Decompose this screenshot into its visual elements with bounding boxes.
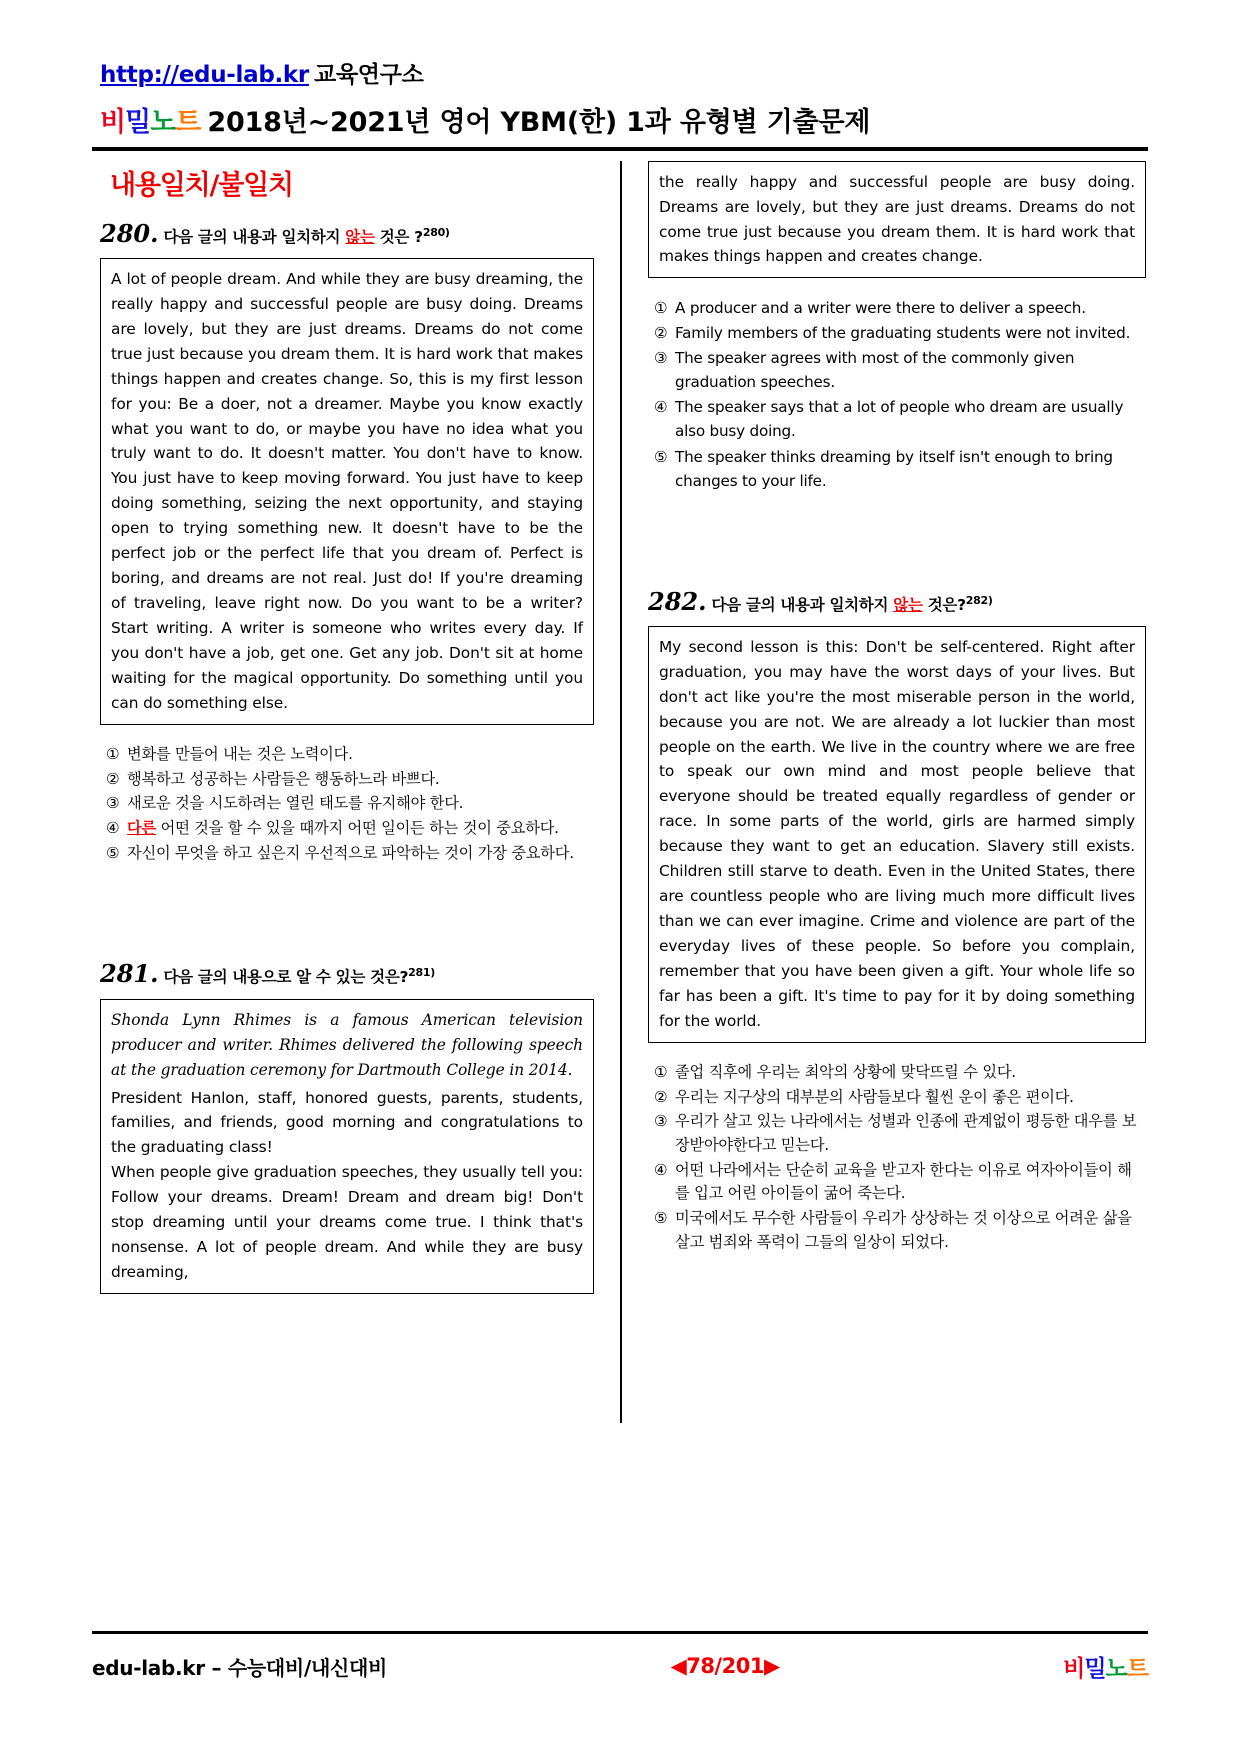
footer-logo-char-1: 비 [1063,1655,1085,1682]
choice-label: 행복하고 성공하는 사람들은 행동하느라 바쁘다. [127,769,440,788]
question-281-footnote: 281) [408,966,435,980]
question-282-choices [654,1061,1146,1255]
passage-body-2: When people give graduation speeches, they usually tell you: Follow your dreams. Dream! Dream and dream big! Don't stop dreaming until your dreams come true. I think that's nonsense. A lot of people dream. And while they are busy dreaming, [111,1163,583,1282]
logo-char-4: 트 [175,106,201,138]
question-280-stem-before: 다음 글의 내용과 일치하지 [163,227,341,246]
question-280-heading [100,218,594,249]
choice-item[interactable] [654,1086,1146,1110]
site-url-link[interactable]: http://edu-lab.kr [100,62,309,88]
question-280-choices [106,743,594,866]
choice-highlight: 다른 [127,819,156,838]
choice-item[interactable] [654,1110,1146,1157]
logo-char-2: 밀 [125,106,151,138]
choice-label [127,817,594,841]
choice-item[interactable] [654,296,1146,320]
choice-marker: ⑤ [654,1209,668,1228]
choice-marker: ⑤ [654,447,668,466]
site-header-line [100,62,1148,90]
choice-item[interactable] [654,445,1146,493]
footer-divider [92,1631,1148,1634]
footer-logo-char-3: 노 [1105,1655,1127,1682]
question-282-stem-after: 것은? [927,595,966,614]
page-indicator[interactable]: ◀78/201▶ [670,1654,780,1678]
choice-marker: ④ [654,1160,668,1179]
question-280-number: 280. [100,218,159,248]
choice-item[interactable] [106,743,594,767]
passage-body-1: President Hanlon, staff, honored guests, parents, students, families, and friends, good morning and congratulations to the graduating class! [111,1088,583,1157]
passage-intro-italic: Shonda Lynn Rhimes is a famous American television producer and writer. Rhimes delivered the following speech at the graduation ceremony for Dartmouth College in 2014. [111,1010,583,1079]
question-280-negation: 않는 [345,227,375,246]
choice-rest: 어떤 것을 할 수 있을 때까지 어떤 일이든 하는 것이 중요하다. [160,819,559,838]
choice-label: 새로운 것을 시도하려는 열린 태도를 유지해야 한다. [127,794,464,813]
choice-marker: ② [106,769,120,788]
logo-char-1: 비 [100,106,126,138]
choice-marker: ③ [654,349,668,368]
choice-label: 우리가 살고 있는 나라에서는 성별과 인종에 관계없이 평등한 대우를 보장받아야한다고 믿는다. [675,1112,1137,1155]
choice-label: The speaker thinks dreaming by itself isn't enough to bring changes to your life. [675,447,1113,490]
footer-brand-logo [1063,1650,1148,1683]
vertical-spacer [648,494,1146,586]
question-281-heading [100,958,594,989]
choice-item[interactable] [106,817,594,841]
choice-label: 자신이 무엇을 하고 싶은지 우선적으로 파악하는 것이 가장 중요하다. [127,843,574,862]
question-281-passage-continued [648,161,1146,279]
question-280-footnote: 280) [422,225,450,239]
question-280-passage [100,258,594,725]
page-footer [92,1642,1148,1690]
logo-char-3: 노 [150,106,176,138]
choice-label: 졸업 직후에 우리는 최악의 상황에 맞닥뜨릴 수 있다. [675,1062,1016,1081]
question-282-footnote: 282) [965,593,993,607]
choice-marker: ① [654,299,668,318]
question-282-passage [648,626,1146,1043]
choice-item[interactable] [106,842,594,866]
choice-marker: ③ [106,794,120,813]
left-column [92,161,620,1423]
choice-marker: ④ [106,819,120,838]
choice-item[interactable] [106,792,594,816]
right-column [620,161,1148,1423]
passage-continuation-text: the really happy and successful people are busy doing. Dreams are lovely, but they are just dreams. Dreams do not come true just because you dream them. It is hard work that makes things happen and creates change. [659,172,1135,266]
question-281-stem: 다음 글의 내용으로 알 수 있는 것은? [163,968,409,987]
choice-marker: ③ [654,1112,668,1131]
header-divider [92,147,1148,151]
two-column-body [92,161,1148,1423]
question-282-heading [648,586,1146,617]
choice-marker: ① [106,744,120,763]
question-282-stem-before: 다음 글의 내용과 일치하지 [711,595,889,614]
vertical-spacer [100,866,594,958]
site-suffix-label: 교육연구소 [313,62,424,88]
question-282-negation: 않는 [893,595,923,614]
choice-label: A producer and a writer were there to deliver a speech. [675,299,1086,318]
choice-item[interactable] [654,395,1146,443]
question-281-choices [654,296,1146,492]
choice-label: Family members of the graduating students were not invited. [675,324,1131,343]
choice-item[interactable] [654,346,1146,394]
choice-marker: ④ [654,398,668,417]
choice-marker: ② [654,1087,668,1106]
choice-label: The speaker agrees with most of the commonly given graduation speeches. [675,349,1075,392]
brand-logo [100,107,200,138]
question-281-passage [100,999,594,1294]
question-281-number: 281. [100,959,159,989]
choice-label: 미국에서도 무수한 사람들이 우리가 상상하는 것 이상으로 어려운 삶을 살고 범죄와 폭력이 그들의 일상이 되었다. [675,1209,1132,1251]
question-282-number: 282. [648,586,707,616]
choice-item[interactable] [654,321,1146,345]
passage-text: A lot of people dream. And while they are busy dreaming, the really happy and successful people are busy doing. Dreams are lovely, but they are just dreams. Dreams do not come true just because you dream them. It is hard work that makes things happen and creates change. So, this is my first lesson for you: Be a doer, not a dreamer. Maybe you know exactly what you want to do, or maybe you have no idea what you truly want to do. It doesn't matter. You don't have to know. You just have to keep moving forward. You just have to keep doing something, seizing the next opportunity, and staying open to trying something new. It doesn't have to be the perfect job or the perfect life that you dream of. Perfect is boring, and dreams are not real. Just do! If you're dreaming of traveling, leave right now. Do you want to be a writer? Start writing. A writer is someone who writes every day. If you don't have a job, get one. Get any job. Don't sit at home waiting for the magical opportunity. Do something until you can do something else. [111,269,583,712]
choice-label: 우리는 지구상의 대부분의 사람들보다 훨씬 운이 좋은 편이다. [675,1087,1074,1106]
choice-marker: ⑤ [106,843,120,862]
choice-item[interactable] [654,1207,1146,1254]
footer-logo-char-4: 트 [1126,1655,1148,1682]
footer-logo-char-2: 밀 [1084,1655,1106,1682]
choice-item[interactable] [654,1159,1146,1206]
choice-label: 변화를 만들어 내는 것은 노력이다. [127,744,353,763]
document-title [100,100,1148,139]
question-280-stem-after: 것은 ? [379,227,423,246]
passage-text: My second lesson is this: Don't be self-centered. Right after graduation, you may have the worst days of your lives. But don't act like you're the most miserable person in the world, because you are not. We are already a lot luckier than most people on the earth. We live in the country where we are free to speak our own mind and most people believe that everyone should be treated equally regardless of gender or race. In some parts of the world, girls are harmed simply because they want to get an education. Slavery still exists. Children still starve to death. Even in the United States, there are countless people who are living much more difficult lives than we can ever imagine. Crime and violence are part of the everyday lives of these people. So before you complain, remember that you have been given a gift. Your whole life so far has been a gift. It's time to pay for it by doing something for the world. [659,637,1135,1031]
choice-label: 어떤 나라에서는 단순히 교육을 받고자 한다는 이유로 여자아이들이 해를 입고 어린 아이들이 굶어 죽는다. [675,1160,1132,1203]
choice-item[interactable] [654,1061,1146,1085]
choice-marker: ② [654,324,668,343]
document-title-text: 2018년~2021년 영어 YBM(한) 1과 유형별 기출문제 [207,106,871,138]
choice-marker: ① [654,1062,668,1081]
choice-label: The speaker says that a lot of people who dream are usually also busy doing. [675,398,1124,441]
footer-left-label: edu-lab.kr – 수능대비/내신대비 [92,1655,388,1680]
choice-item[interactable] [106,768,594,792]
section-title: 내용일치/불일치 [110,169,293,201]
